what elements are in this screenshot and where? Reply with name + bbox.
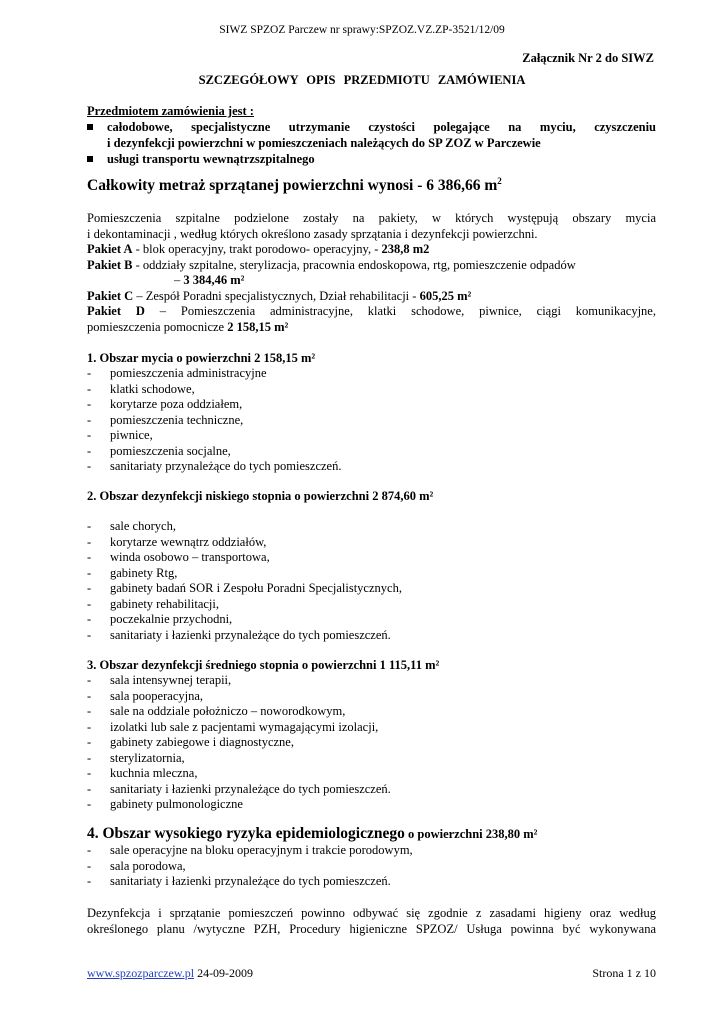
footer-date: 24-09-2009 [194, 966, 254, 980]
intro-heading: Przedmiotem zamówienia jest : [87, 104, 254, 118]
list-item: - gabinety Rtg, [87, 565, 178, 580]
annex-label: Załącznik Nr 2 do SIWZ [522, 51, 654, 65]
list-item: - sale na oddziale położniczo – noworodkowym, [87, 704, 346, 718]
list-item: - sala pooperacyjna, [87, 688, 204, 703]
section-2-heading: 2. Obszar dezynfekcji niskiego stopnia o powierzchni 2 874,60 m² [87, 489, 434, 503]
intro-block [87, 103, 656, 167]
packet-a-value: 238,8 m2 [381, 242, 430, 256]
list-item: - pomieszczenia socjalne, [87, 443, 231, 458]
section-3-list [87, 673, 656, 813]
section-1 [87, 351, 656, 475]
section-4 [87, 825, 656, 890]
intro-bullet-1-line2: i dezynfekcji powierzchni w pomieszczeniach należących do SP ZOZ w Parczewie [107, 136, 541, 150]
intro-bullet-1-line1: całodobowe, specjalistyczne utrzymanie czystości polegające na myciu, czyszczeniu [107, 120, 656, 134]
list-item: - kuchnia mleczna, [87, 766, 198, 780]
packet-b-text: - oddziały szpitalne, sterylizacja, pracownia endoskopowa, rtg, pomieszczenie odpadów [132, 257, 576, 272]
packet-d-label: Pakiet D [87, 304, 145, 318]
list-item: - sala porodowa, [87, 858, 186, 873]
section-4-heading: 4. Obszar wysokiego ryzyka epidemiologicznego o powierzchni 238,80 m² [87, 825, 538, 842]
section-2-list [87, 519, 656, 643]
total-area-sup: 2 [497, 176, 502, 186]
list-item: - sala intensywnej terapii, [87, 673, 232, 687]
list-item: - gabinety pulmonologiczne [87, 797, 243, 811]
packet-b-label: Pakiet B [87, 257, 133, 272]
list-item: - gabinety badań SOR i Zespołu Poradni Specjalistycznych, [87, 581, 402, 595]
intro-bullet-1 [87, 119, 656, 135]
packet-c-text: – Zespół Poradni specjalistycznych, Dział rehabilitacji - [133, 288, 420, 303]
square-bullet-icon [87, 124, 93, 130]
list-item: - klatki schodowe, [87, 381, 195, 396]
packet-b [87, 258, 656, 274]
list-item: - korytarze wewnątrz oddziałów, [87, 534, 267, 549]
packet-a-text: - blok operacyjny, trakt porodowo- operacyjny, - [132, 242, 382, 256]
total-area-text: Całkowity metraż sprzątanej powierzchni wynosi - 6 386,66 m [87, 177, 498, 195]
section-3-heading: 3. Obszar dezynfekcji średniego stopnia o powierzchni 1 115,11 m² [87, 658, 440, 672]
packet-d [87, 304, 656, 320]
list-item: - sanitariaty i łazienki przynależące do tych pomieszczeń. [87, 874, 391, 888]
section-4-list [87, 843, 656, 890]
closing-paragraph [87, 905, 656, 937]
list-item: - sale operacyjne na bloku operacyjnym i trakcie porodowym, [87, 843, 413, 857]
page-number: Strona 1 z 10 [592, 966, 656, 980]
packet-b-value: 3 384,46 m² [183, 273, 245, 287]
closing-line1: Dezynfekcja i sprzątanie pomieszczeń powinno odbywać się zgodnie z zasadami higieny oraz według [87, 906, 656, 920]
packet-a-label: Pakiet A [87, 242, 133, 256]
packet-b-value-line [87, 273, 656, 289]
list-item: - pomieszczenia administracyjne [87, 366, 267, 380]
list-item: - sale chorych, [87, 519, 176, 533]
packets-block [87, 211, 656, 335]
section-2 [87, 489, 656, 643]
list-item: - sanitariaty i łazienki przynależące do tych pomieszczeń. [87, 781, 391, 796]
list-item: - poczekalnie przychodni, [87, 612, 233, 626]
website-link[interactable]: www.spzozparczew.pl [87, 966, 195, 980]
intro-bullet-2-line1: usługi transportu wewnątrzszpitalnego [107, 152, 315, 166]
packet-d-line2 [87, 320, 656, 336]
list-item: - izolatki lub sale z pacjentami wymagającymi izolacji, [87, 719, 379, 734]
running-header: SIWZ SPZOZ Parczew nr sprawy:SPZOZ.VZ.ZP-3521/12/09 [219, 24, 505, 36]
list-item: - sterylizatornia, [87, 750, 185, 765]
list-item: - korytarze poza oddziałem, [87, 397, 243, 411]
page-footer [87, 966, 656, 981]
packet-a [87, 242, 656, 258]
packet-c-label: Pakiet C [87, 288, 134, 303]
document-title: SZCZEGÓŁOWY OPIS PRZEDMIOTU ZAMÓWIENIA [198, 73, 526, 87]
list-item: - gabinety zabiegowe i diagnostyczne, [87, 735, 294, 749]
section-1-list [87, 366, 656, 475]
intro-bullet-2 [87, 151, 656, 167]
packets-intro-line2: i dekontaminacji , według których określono zasady sprzątania i dezynfekcji powierzchni. [87, 226, 538, 241]
packets-intro-line1: Pomieszczenia szpitalne podzielone zostały na pakiety, w których występują obszary mycia [87, 211, 656, 225]
list-item: - sanitariaty przynależące do tych pomieszczeń. [87, 459, 342, 473]
packet-c-value: 605,25 m² [419, 288, 472, 303]
intro-bullet-1-cont [87, 135, 656, 151]
section-1-heading: 1. Obszar mycia o powierzchni 2 158,15 m² [87, 351, 316, 365]
list-item: - piwnice, [87, 428, 153, 442]
packet-d-text-line1: – Pomieszczenia administracyjne, klatki schodowe, piwnice, ciągi komunikacyjne, [144, 304, 656, 318]
list-item: - sanitariaty i łazienki przynależące do tych pomieszczeń. [87, 627, 391, 642]
list-item: - pomieszczenia techniczne, [87, 412, 244, 427]
total-area [87, 176, 656, 195]
closing-line2: określonego planu /wytyczne PZH, Procedury higieniczne SPZOZ/ Usługa powinna być wykonywana [87, 922, 656, 936]
packet-c [87, 289, 656, 305]
list-item: - gabinety rehabilitacji, [87, 596, 219, 611]
section-3 [87, 658, 656, 813]
list-item: - winda osobowo – transportowa, [87, 550, 270, 564]
packet-d-value: 2 158,15 m² [227, 319, 289, 334]
square-bullet-icon [87, 156, 93, 162]
intro-bullet-list [87, 119, 656, 167]
packet-b-value-prefix: – [174, 273, 184, 287]
packet-d-text-line2: pomieszczenia pomocnicze [87, 319, 228, 334]
